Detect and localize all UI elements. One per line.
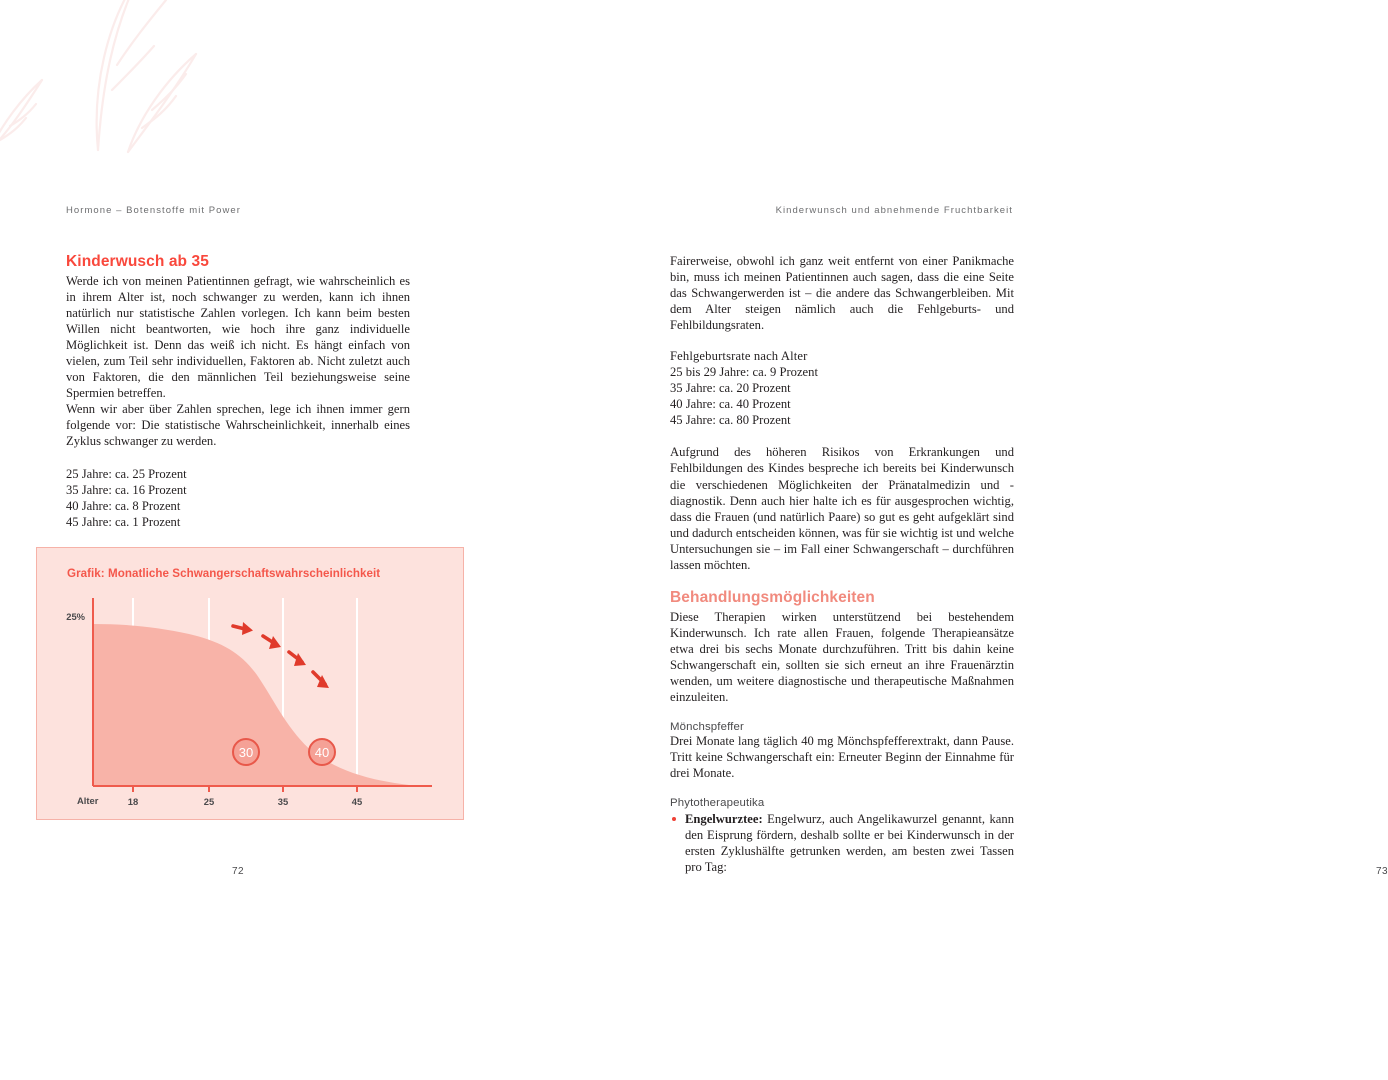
- bullet-term: Engelwurztee:: [685, 812, 763, 827]
- list-item: 40 Jahre: ca. 8 Prozent: [66, 498, 181, 513]
- chart-marker-label: 30: [238, 745, 254, 760]
- spacer: [670, 333, 1014, 349]
- left-text-column: [66, 253, 410, 530]
- chart-marker-label: 40: [314, 745, 330, 760]
- page-left: [0, 0, 540, 1080]
- y-axis-label: 25%: [66, 611, 85, 622]
- x-tick-label: 25: [203, 796, 215, 807]
- list-item: 40 Jahre: ca. 40 Prozent: [670, 397, 791, 412]
- body-paragraph: Fairerweise, obwohl ich ganz weit entfernt von einer Panikmache bin, muss ich meinen Patientinnen auch sagen, dass die eine Seite das Schwangerwerden ist – die andere das Schwangerbleiben. Mit dem Alter steigen nämlich auch die Fehlgeburts- und Fehlbildungsraten.: [670, 254, 1014, 333]
- chart-marker-40: [309, 739, 335, 765]
- list-item: [670, 811, 1014, 875]
- chart-marker-30: [233, 739, 259, 765]
- x-axis-label: Alter: [77, 795, 99, 806]
- spacer: [670, 781, 1014, 797]
- x-tick-label: 45: [351, 796, 363, 807]
- right-text-column: [670, 253, 1014, 875]
- chart-title: Grafik: Monatliche Schwangerschaftswahrscheinlichkeit: [67, 567, 381, 580]
- body-paragraph: Diese Therapien wirken unterstützend bei bestehendem Kinderwunsch. Ich rate allen Frauen, folgende Therapieansätze etwa drei bis sechs Monate durchzuführen. Tritt bis dahin keine Schwangerschaft ein, sollten sie sich erneut an ihre Frauenärztin wenden, um weitere diagnostische und therapeutische Maßnahmen einzuleiten.: [670, 609, 1014, 705]
- spacer: [670, 705, 1014, 721]
- treatment-heading: Behandlungsmöglichkeiten: [670, 588, 875, 606]
- body-paragraph: Werde ich von meinen Patientinnen gefragt, wie wahrscheinlich es in ihrem Alter ist, noch schwanger zu werden, kann ich ihnen natürlich nur statistische Zahlen vorlegen. Ich kann beim besten Willen nicht beantworten, wie hoch ihre ganz individuelle Möglichkeit ist. Denn das weiß ich nicht. Es hängt einfach von vielen, zum Teil sehr individuellen, Faktoren ab. Nicht zuletzt auch von Faktoren, die den männlichen Teil beziehungsweise seine Spermien betreffen.: [66, 274, 410, 401]
- page-right: [540, 0, 1388, 1080]
- phyto-bullet-list: [670, 811, 1014, 875]
- probability-area: [93, 624, 432, 786]
- page-number-right: 73: [1376, 866, 1388, 877]
- body-paragraph: Drei Monate lang täglich 40 mg Mönchspfefferextrakt, dann Pause. Tritt keine Schwangerschaft ein: Erneuter Beginn der Einnahme für drei Monate.: [670, 734, 1014, 781]
- x-tick-label: 18: [127, 796, 139, 807]
- list-item: 45 Jahre: ca. 80 Prozent: [670, 413, 791, 428]
- bullet-dot: [672, 817, 676, 821]
- list-item: 25 bis 29 Jahre: ca. 9 Prozent: [670, 365, 818, 380]
- page-number-left: 72: [232, 866, 244, 877]
- monks-pepper-heading: Mönchspfeffer: [670, 721, 744, 734]
- miscarriage-heading: Fehlgeburtsrate nach Alter: [670, 349, 808, 364]
- spacer: [670, 573, 1014, 589]
- miscarriage-rate-list: [670, 364, 1014, 428]
- running-head-right: Kinderwunsch und abnehmende Fruchtbarkeit: [775, 205, 1013, 216]
- list-item: 35 Jahre: ca. 20 Prozent: [670, 381, 791, 396]
- body-paragraph: Aufgrund des höheren Risikos von Erkrankungen und Fehlbildungen des Kindes bespreche ich bereits bei Kinderwunsch die verschiedenen Möglichkeiten der Pränatalmedizin und -diagnostik. Denn auch hier halte ich es für ausgesprochen wichtig, dass die Frauen (und natürlich Paare) so gut es geht aufgeklärt sind und dadurch entscheiden können, was für sie wichtig ist und welche Untersuchungen sie – im Fall einer Schwangerschaft – durchführen lassen möchten.: [670, 445, 1014, 572]
- list-item: 45 Jahre: ca. 1 Prozent: [66, 514, 181, 529]
- bullet-text: Engelwurz, auch Angelikawurzel genannt, kann den Eisprung fördern, deshalb sollte er bei Kinderwunsch in der ersten Zyklushälfte getrunken werden, am besten zwei Tassen pro Tag:: [685, 812, 1014, 875]
- page-title: Kinderwusch ab 35: [66, 253, 209, 270]
- pregnancy-probability-list: [66, 466, 410, 530]
- x-tick-label: 35: [277, 796, 289, 807]
- spacer: [670, 428, 1014, 444]
- chart-panel: [36, 547, 464, 820]
- list-item: 25 Jahre: ca. 25 Prozent: [66, 466, 187, 481]
- spacer: [66, 450, 410, 466]
- phyto-heading: Phytotherapeutika: [670, 797, 765, 810]
- running-head-left: Hormone – Botenstoffe mit Power: [66, 205, 241, 216]
- pregnancy-probability-chart: [37, 548, 465, 821]
- list-item: 35 Jahre: ca. 16 Prozent: [66, 482, 187, 497]
- body-paragraph: Wenn wir aber über Zahlen sprechen, lege ich ihnen immer gern folgende vor: Die statistische Wahrscheinlichkeit, innerhalb eines Zyklus schwanger zu werden.: [66, 402, 410, 449]
